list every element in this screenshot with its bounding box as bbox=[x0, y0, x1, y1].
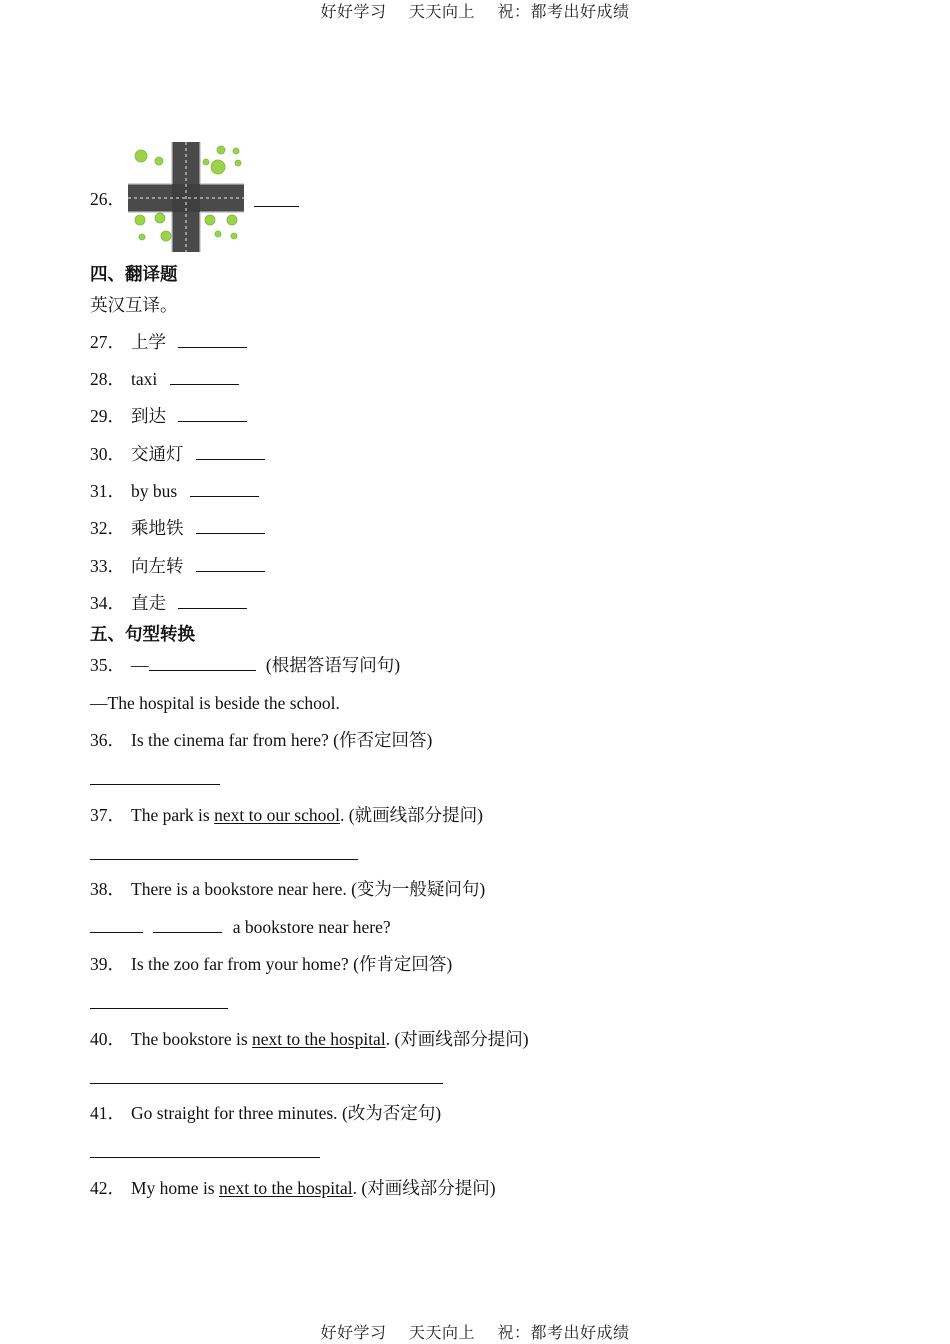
question-number: 38． bbox=[90, 879, 125, 899]
question-hint: (对画线部分提问) bbox=[394, 1029, 529, 1049]
question-40 bbox=[90, 1028, 529, 1050]
question-text: by bus bbox=[131, 481, 178, 501]
question-text-end: . bbox=[340, 805, 345, 825]
underlined-phrase: next to our school bbox=[214, 805, 340, 825]
question-number: 35． bbox=[90, 655, 125, 675]
question-number: 30． bbox=[90, 444, 125, 464]
question-text: My home is bbox=[131, 1178, 215, 1198]
question-hint: (作肯定回答) bbox=[353, 954, 453, 974]
question-number: 37． bbox=[90, 805, 125, 825]
question-number: 28． bbox=[90, 369, 125, 389]
question-hint: (作否定回答) bbox=[333, 730, 433, 750]
section-instruction: 英汉互译。 bbox=[90, 295, 178, 315]
footer-motto-1: 好好学习 bbox=[320, 1325, 387, 1342]
question-text: 向左转 bbox=[131, 556, 184, 576]
question-hint: (改为否定句) bbox=[341, 1103, 442, 1123]
question-41 bbox=[90, 1102, 441, 1124]
question-text: The park is bbox=[131, 805, 210, 825]
crossroad-image bbox=[128, 142, 244, 252]
answer-blank[interactable] bbox=[190, 480, 259, 497]
question-text: Is the cinema far from here? bbox=[131, 730, 329, 750]
question-number: 32． bbox=[90, 518, 125, 538]
question-dash: — bbox=[131, 655, 149, 675]
question-text: 交通灯 bbox=[131, 444, 184, 464]
question-35 bbox=[90, 654, 400, 676]
header-motto-2: 天天向上 bbox=[408, 4, 475, 21]
question-number: 33． bbox=[90, 556, 125, 576]
header-motto-1: 好好学习 bbox=[320, 4, 387, 21]
question-text-end: . bbox=[385, 1029, 391, 1049]
question-28 bbox=[90, 368, 239, 390]
question-text: The bookstore is bbox=[131, 1029, 248, 1049]
question-number: 36． bbox=[90, 730, 125, 750]
underlined-phrase: next to the hospital bbox=[252, 1029, 386, 1049]
question-26 bbox=[90, 188, 125, 210]
question-32 bbox=[90, 517, 265, 539]
question-27 bbox=[90, 331, 247, 353]
question-35-answer: —The hospital is beside the school. bbox=[90, 693, 340, 713]
answer-line-41[interactable] bbox=[90, 1157, 320, 1158]
question-38-answer-row bbox=[90, 916, 391, 938]
question-tail: a bookstore near here? bbox=[232, 917, 391, 937]
question-text: 到达 bbox=[131, 406, 166, 426]
answer-blank[interactable] bbox=[170, 368, 239, 385]
question-number: 31． bbox=[90, 481, 125, 501]
answer-line-37[interactable] bbox=[90, 859, 358, 860]
question-38 bbox=[90, 878, 485, 900]
question-number: 27． bbox=[90, 332, 125, 352]
underlined-phrase: next to the hospital bbox=[219, 1178, 353, 1198]
question-number: 29． bbox=[90, 406, 125, 426]
footer-motto-2: 天天向上 bbox=[408, 1325, 475, 1342]
answer-blank[interactable] bbox=[196, 555, 265, 572]
answer-blank[interactable] bbox=[178, 331, 247, 348]
question-text: 上学 bbox=[131, 332, 166, 352]
question-number: 34． bbox=[90, 593, 125, 613]
question-number: 40． bbox=[90, 1029, 125, 1049]
answer-blank[interactable] bbox=[153, 916, 222, 933]
question-36 bbox=[90, 729, 432, 751]
section-title-translation: 四、翻译题 bbox=[90, 264, 178, 284]
question-number: 39． bbox=[90, 954, 125, 974]
answer-line-40[interactable] bbox=[90, 1083, 443, 1084]
answer-line-39[interactable] bbox=[90, 1008, 228, 1009]
question-33 bbox=[90, 555, 265, 577]
answer-blank[interactable] bbox=[178, 405, 247, 422]
answer-blank[interactable] bbox=[196, 443, 265, 460]
question-42 bbox=[90, 1177, 496, 1199]
question-31 bbox=[90, 480, 259, 502]
question-number: 41． bbox=[90, 1103, 125, 1123]
page-header bbox=[0, 0, 950, 22]
section-title-sentence-transform: 五、句型转换 bbox=[90, 624, 195, 644]
question-text: taxi bbox=[131, 369, 158, 389]
page-footer bbox=[0, 1320, 950, 1343]
question-text: Is the zoo far from your home? bbox=[131, 954, 349, 974]
question-30 bbox=[90, 443, 265, 465]
question-hint: (根据答语写问句) bbox=[265, 655, 401, 675]
question-39 bbox=[90, 953, 452, 975]
question-29 bbox=[90, 405, 247, 427]
question-37 bbox=[90, 804, 483, 826]
question-number: 26． bbox=[90, 189, 125, 209]
answer-blank[interactable] bbox=[196, 517, 265, 534]
answer-blank[interactable] bbox=[178, 592, 247, 609]
header-motto-3: 祝：都考出好成绩 bbox=[497, 4, 630, 21]
question-hint: (就画线部分提问) bbox=[348, 805, 483, 825]
question-text: 直走 bbox=[131, 593, 166, 613]
question-text: 乘地铁 bbox=[131, 518, 184, 538]
answer-line-36[interactable] bbox=[90, 784, 220, 785]
question-text: Go straight for three minutes. bbox=[131, 1103, 338, 1123]
question-number: 42． bbox=[90, 1178, 125, 1198]
footer-motto-3: 祝：都考出好成绩 bbox=[497, 1325, 630, 1342]
question-hint: (变为一般疑问句) bbox=[351, 879, 486, 899]
question-34 bbox=[90, 592, 247, 614]
question-text-end: . bbox=[352, 1178, 358, 1198]
question-text: There is a bookstore near here. bbox=[131, 879, 347, 899]
question-hint: (对画线部分提问) bbox=[361, 1178, 496, 1198]
answer-blank-26[interactable] bbox=[254, 190, 299, 207]
answer-blank[interactable] bbox=[149, 654, 256, 671]
answer-blank[interactable] bbox=[90, 916, 143, 933]
